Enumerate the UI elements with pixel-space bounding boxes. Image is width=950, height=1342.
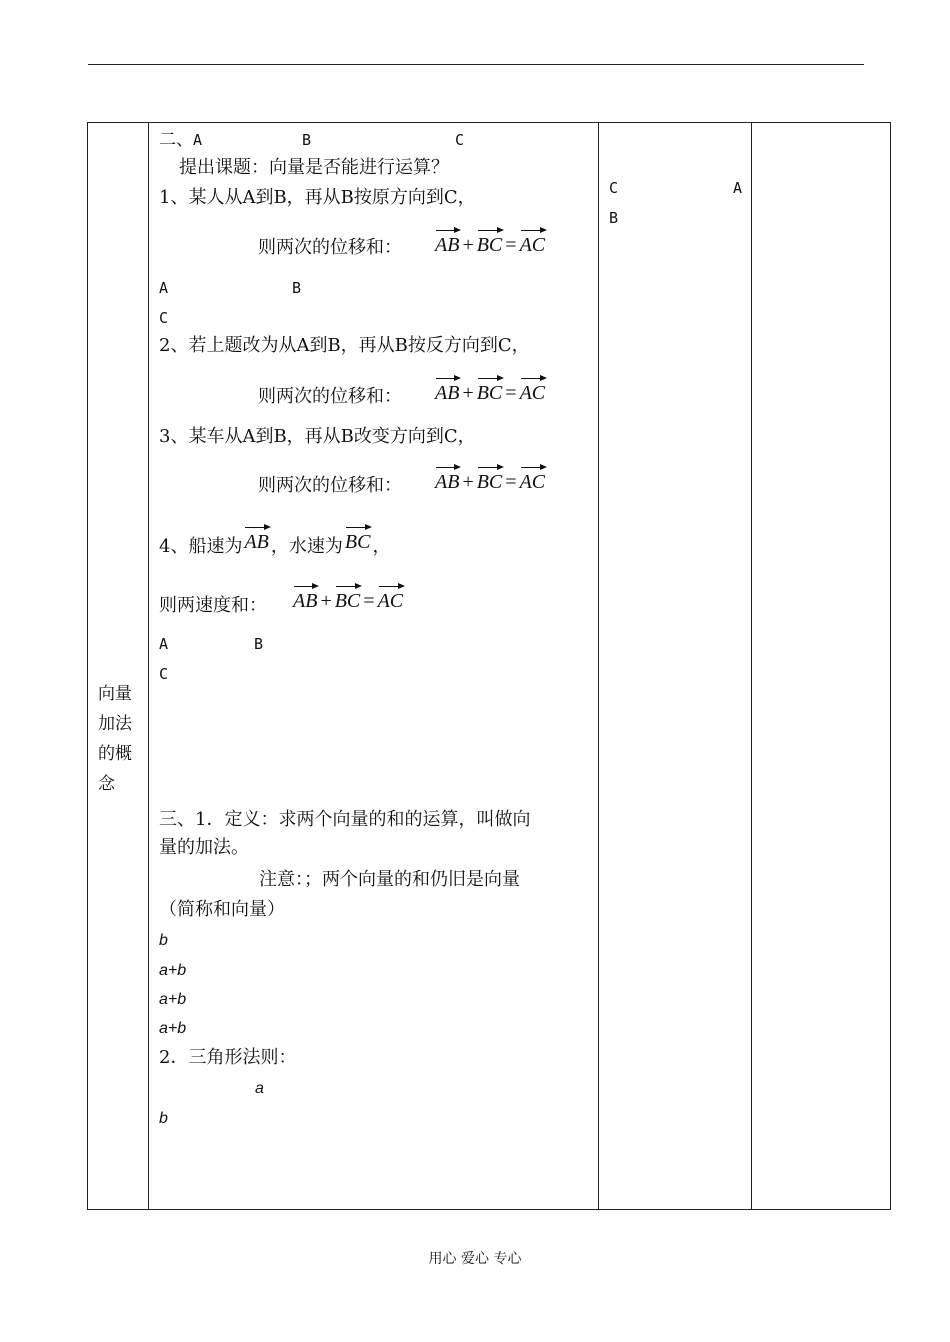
figure-2-point-c: C bbox=[159, 665, 169, 683]
page-footer: 用心 爱心 专心 bbox=[428, 1251, 522, 1267]
vector-ab: AB bbox=[435, 234, 460, 256]
vector-ac: AC bbox=[519, 234, 546, 256]
figure-1-point-c: C bbox=[159, 309, 169, 327]
question-2: 2、若上题改为从A到B，再从B按反方向到C， bbox=[159, 335, 530, 356]
section-label: 向量加法的概念 bbox=[98, 684, 132, 794]
displacement-label-3: 则两次的位移和： bbox=[258, 475, 402, 496]
question-1: 1、某人从A到B，再从B按原方向到C， bbox=[159, 187, 476, 208]
vector-ab: AB bbox=[244, 531, 269, 553]
vector-equation-3 bbox=[435, 471, 545, 493]
vector-bc: BC bbox=[476, 471, 503, 493]
vector-ab: AB bbox=[293, 590, 318, 612]
plus-sign: + bbox=[462, 234, 474, 256]
question-4 bbox=[159, 531, 391, 558]
right-figure-point-b: B bbox=[609, 209, 619, 227]
speed-sum-label: 则两速度和： bbox=[159, 595, 267, 616]
vector-ac: AC bbox=[519, 471, 546, 493]
point-a: A bbox=[193, 131, 203, 149]
vector-ab: AB bbox=[435, 471, 460, 493]
vector-bc: BC bbox=[334, 590, 361, 612]
column-divider bbox=[751, 123, 752, 1209]
column-divider bbox=[148, 123, 149, 1209]
column-divider bbox=[598, 123, 599, 1209]
note-line-2: （简称和向量） bbox=[159, 899, 285, 920]
equals-sign: = bbox=[505, 234, 517, 256]
right-figure-point-c: C bbox=[609, 179, 619, 197]
note-line-1: 注意：；两个向量的和仍旧是向量 bbox=[259, 869, 520, 890]
equals-sign: = bbox=[363, 590, 375, 612]
vector-ac: AC bbox=[519, 382, 546, 404]
point-c: C bbox=[455, 131, 465, 149]
definition-line-2: 量的加法。 bbox=[159, 837, 249, 858]
question-4-suffix: ， bbox=[372, 536, 391, 557]
vector-bc: BC bbox=[476, 382, 503, 404]
question-4-mid: ，水速为 bbox=[270, 536, 343, 557]
equals-sign: = bbox=[505, 471, 517, 493]
figure-3-label-sum: a+b bbox=[159, 962, 187, 979]
plus-sign: + bbox=[320, 590, 332, 612]
vector-ab: AB bbox=[435, 382, 460, 404]
figure-4-label-a: a bbox=[255, 1080, 264, 1097]
vector-ac: AC bbox=[377, 590, 404, 612]
figure-3-label-sum: a+b bbox=[159, 991, 187, 1008]
vector-bc: BC bbox=[476, 234, 503, 256]
vector-bc: BC bbox=[344, 531, 371, 553]
lesson-table bbox=[87, 122, 891, 1210]
point-b: B bbox=[302, 131, 312, 149]
figure-4-label-b: b bbox=[159, 1110, 168, 1127]
triangle-rule-heading: 2．三角形法则： bbox=[159, 1047, 297, 1068]
header-rule bbox=[88, 64, 864, 65]
displacement-label-2: 则两次的位移和： bbox=[258, 386, 402, 407]
definition-line-1: 三、1．定义：求两个向量的和的运算，叫做向 bbox=[159, 809, 531, 830]
plus-sign: + bbox=[462, 382, 474, 404]
question-3: 3、某车从A到B，再从B改变方向到C， bbox=[159, 426, 476, 447]
displacement-label-1: 则两次的位移和： bbox=[258, 237, 402, 258]
vector-equation-1 bbox=[435, 234, 545, 256]
figure-3-label-b: b bbox=[159, 932, 168, 949]
question-4-prefix: 4、船速为 bbox=[159, 536, 243, 557]
figure-1-point-b: B bbox=[292, 279, 302, 297]
topic-text: 提出课题：向量是否能进行运算？ bbox=[179, 157, 449, 178]
vector-equation-2 bbox=[435, 382, 545, 404]
plus-sign: + bbox=[462, 471, 474, 493]
figure-2-point-a: A bbox=[159, 635, 169, 653]
right-figure-point-a: A bbox=[733, 179, 743, 197]
equals-sign: = bbox=[505, 382, 517, 404]
heading-two-prefix: 二、 bbox=[159, 130, 193, 150]
figure-3-label-sum: a+b bbox=[159, 1020, 187, 1037]
figure-1-point-a: A bbox=[159, 279, 169, 297]
heading-two bbox=[159, 129, 465, 151]
vector-equation-4 bbox=[293, 590, 403, 612]
figure-2-point-b: B bbox=[254, 635, 264, 653]
